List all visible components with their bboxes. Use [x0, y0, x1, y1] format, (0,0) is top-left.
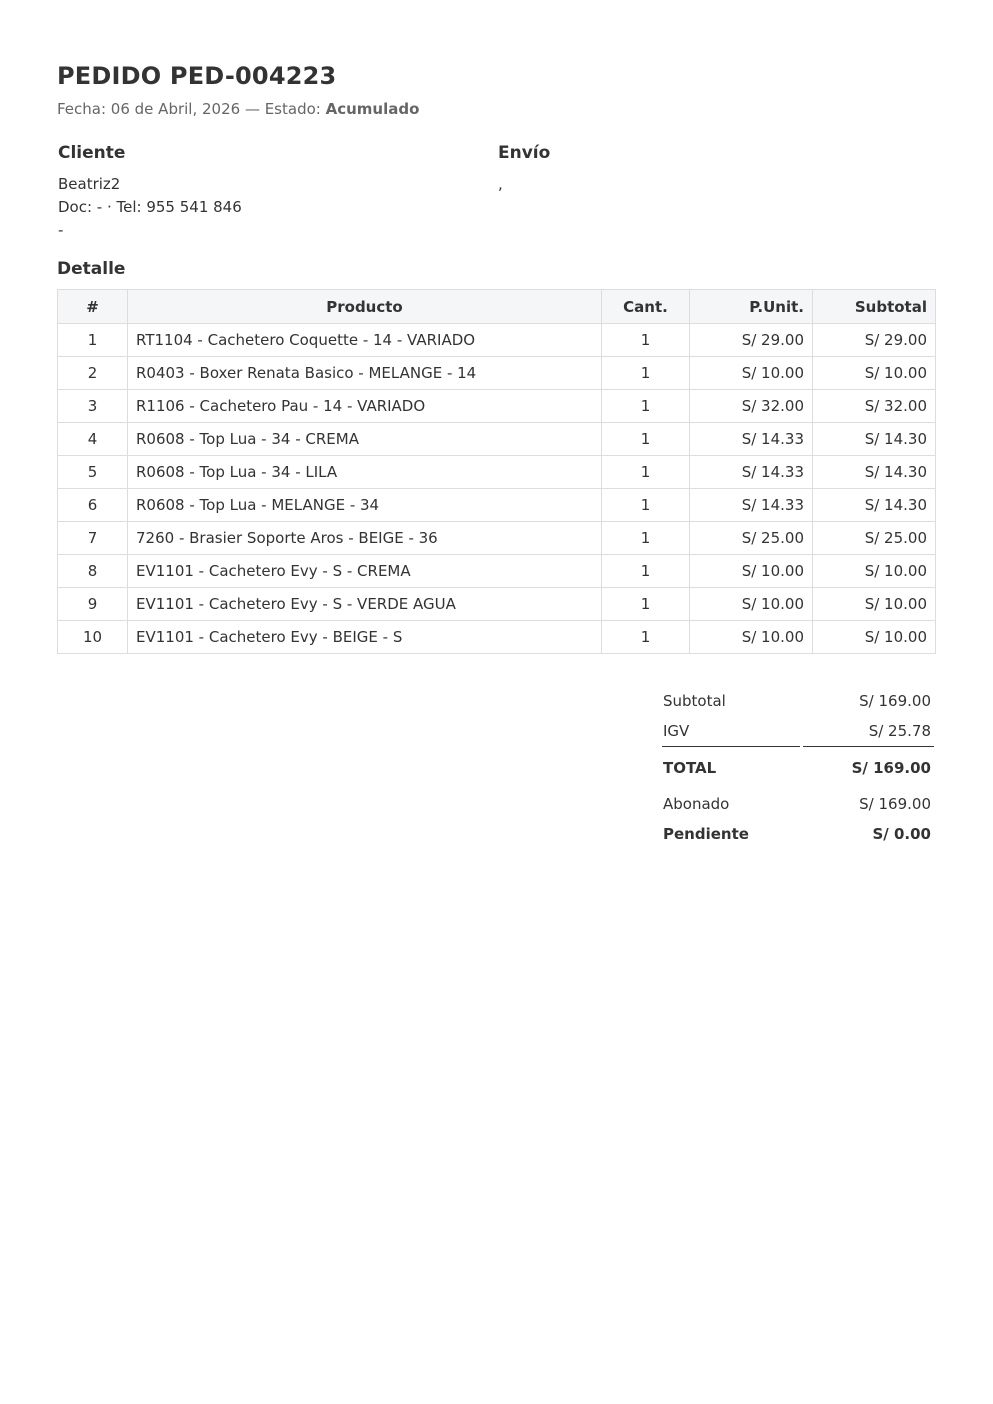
table-row	[58, 423, 936, 456]
totals-block	[662, 686, 934, 849]
row-quantity: 1	[602, 522, 690, 555]
table-row	[58, 489, 936, 522]
subtotal-row	[662, 686, 934, 716]
row-quantity: 1	[602, 588, 690, 621]
row-product: R0608 - Top Lua - 34 - LILA	[128, 456, 602, 489]
table-row	[58, 324, 936, 357]
row-quantity: 1	[602, 621, 690, 654]
table-row	[58, 588, 936, 621]
detail-heading: Detalle	[57, 259, 126, 279]
row-unit-price: S/ 29.00	[690, 324, 813, 357]
row-unit-price: S/ 10.00	[690, 621, 813, 654]
paid-row	[662, 789, 934, 819]
items-table-body	[58, 324, 936, 654]
subtotal-label: Subtotal	[663, 692, 726, 710]
row-unit-price: S/ 10.00	[690, 357, 813, 390]
total-row	[662, 748, 934, 786]
row-subtotal: S/ 14.30	[813, 456, 936, 489]
paid-value: S/ 169.00	[859, 795, 931, 813]
total-label: TOTAL	[663, 759, 717, 777]
row-unit-price: S/ 10.00	[690, 555, 813, 588]
column-header-number: #	[58, 290, 128, 324]
row-number: 8	[58, 555, 128, 588]
row-number: 7	[58, 522, 128, 555]
row-subtotal: S/ 14.30	[813, 489, 936, 522]
table-row	[58, 390, 936, 423]
row-number: 4	[58, 423, 128, 456]
igv-label: IGV	[663, 722, 690, 740]
row-product: EV1101 - Cachetero Evy - BEIGE - S	[128, 621, 602, 654]
row-subtotal: S/ 10.00	[813, 588, 936, 621]
table-row	[58, 522, 936, 555]
row-product: EV1101 - Cachetero Evy - S - CREMA	[128, 555, 602, 588]
row-product: R1106 - Cachetero Pau - 14 - VARIADO	[128, 390, 602, 423]
subtotal-value: S/ 169.00	[859, 692, 931, 710]
row-quantity: 1	[602, 489, 690, 522]
table-header-row	[58, 290, 936, 324]
shipping-address: ,	[498, 175, 503, 193]
client-block	[58, 143, 478, 242]
pending-label: Pendiente	[663, 825, 749, 843]
client-heading: Cliente	[58, 143, 126, 163]
items-table	[57, 289, 936, 654]
totals-divider-right	[803, 746, 934, 747]
row-product: EV1101 - Cachetero Evy - S - VERDE AGUA	[128, 588, 602, 621]
row-number: 5	[58, 456, 128, 489]
shipping-block	[498, 143, 918, 196]
column-header-product: Producto	[128, 290, 602, 324]
client-doc-phone: Doc: - · Tel: 955 541 846	[58, 198, 242, 216]
row-unit-price: S/ 25.00	[690, 522, 813, 555]
order-date: Fecha: 06 de Abril, 2026 — Estado:	[57, 100, 326, 118]
row-subtotal: S/ 10.00	[813, 357, 936, 390]
column-header-quantity: Cant.	[602, 290, 690, 324]
row-quantity: 1	[602, 456, 690, 489]
row-quantity: 1	[602, 357, 690, 390]
client-name: Beatriz2	[58, 175, 121, 193]
table-row	[58, 456, 936, 489]
row-unit-price: S/ 32.00	[690, 390, 813, 423]
row-product: R0403 - Boxer Renata Basico - MELANGE - 14	[128, 357, 602, 390]
shipping-heading: Envío	[498, 143, 551, 163]
row-product: RT1104 - Cachetero Coquette - 14 - VARIADO	[128, 324, 602, 357]
order-meta	[57, 100, 419, 118]
row-unit-price: S/ 14.33	[690, 456, 813, 489]
total-value: S/ 169.00	[851, 759, 931, 777]
row-number: 10	[58, 621, 128, 654]
table-row	[58, 357, 936, 390]
row-number: 2	[58, 357, 128, 390]
row-subtotal: S/ 14.30	[813, 423, 936, 456]
order-status: Acumulado	[325, 100, 420, 118]
row-product: R0608 - Top Lua - MELANGE - 34	[128, 489, 602, 522]
pending-row	[662, 819, 934, 849]
row-subtotal: S/ 29.00	[813, 324, 936, 357]
client-extra: -	[58, 221, 64, 239]
order-title: PEDIDO PED-004223	[57, 62, 337, 90]
row-unit-price: S/ 14.33	[690, 489, 813, 522]
row-product: R0608 - Top Lua - 34 - CREMA	[128, 423, 602, 456]
row-quantity: 1	[602, 390, 690, 423]
row-quantity: 1	[602, 555, 690, 588]
totals-divider-left	[662, 746, 800, 747]
row-number: 6	[58, 489, 128, 522]
row-subtotal: S/ 32.00	[813, 390, 936, 423]
column-header-subtotal: Subtotal	[813, 290, 936, 324]
row-subtotal: S/ 10.00	[813, 621, 936, 654]
table-row	[58, 621, 936, 654]
row-unit-price: S/ 10.00	[690, 588, 813, 621]
row-number: 3	[58, 390, 128, 423]
paid-label: Abonado	[663, 795, 730, 813]
table-row	[58, 555, 936, 588]
row-subtotal: S/ 25.00	[813, 522, 936, 555]
igv-row	[662, 716, 934, 746]
row-subtotal: S/ 10.00	[813, 555, 936, 588]
row-product: 7260 - Brasier Soporte Aros - BEIGE - 36	[128, 522, 602, 555]
row-number: 1	[58, 324, 128, 357]
row-quantity: 1	[602, 423, 690, 456]
column-header-unit-price: P.Unit.	[690, 290, 813, 324]
igv-value: S/ 25.78	[868, 722, 931, 740]
row-unit-price: S/ 14.33	[690, 423, 813, 456]
pending-value: S/ 0.00	[872, 825, 931, 843]
row-number: 9	[58, 588, 128, 621]
row-quantity: 1	[602, 324, 690, 357]
